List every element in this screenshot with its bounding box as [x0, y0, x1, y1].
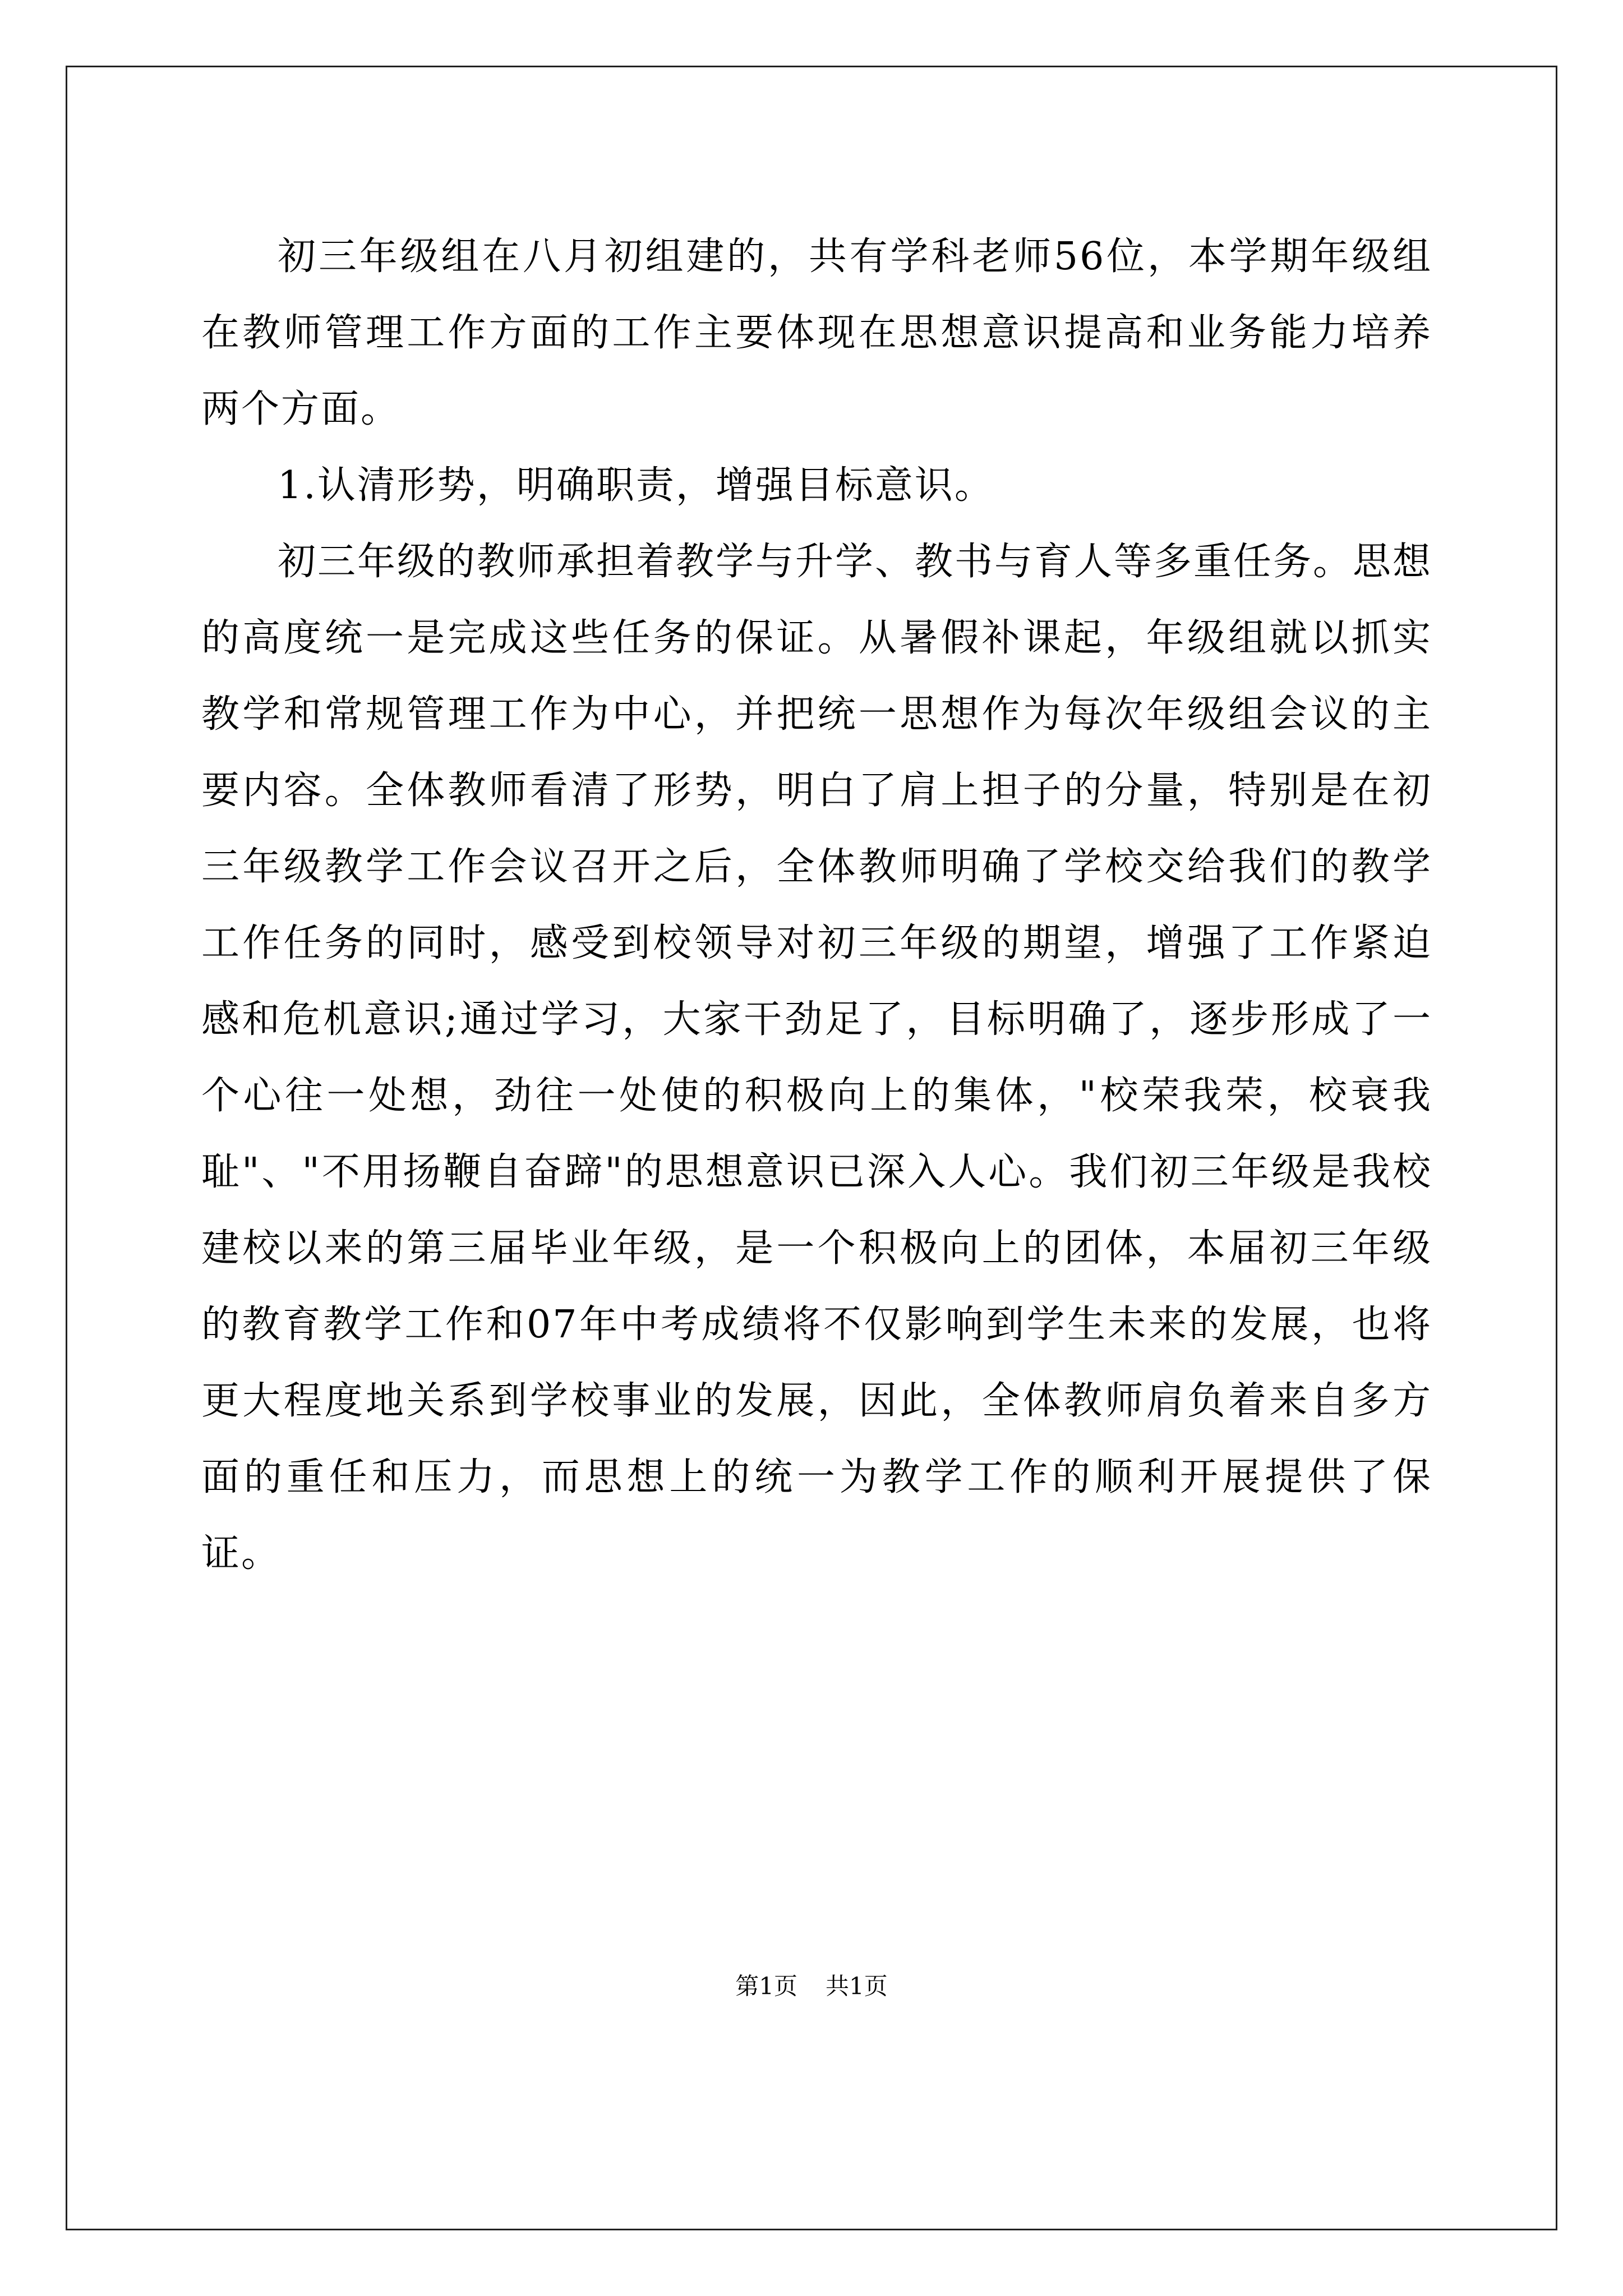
paragraph-heading-1: 1.认清形势，明确职责，增强目标意识。: [278, 463, 994, 508]
page-number-current: 第1页: [735, 1972, 797, 2000]
page-number-total: 共1页: [826, 1972, 888, 2000]
paragraph-intro: 初三年级组在八月初组建的，共有学科老师56位，本学期年级组在教师管理工作方面的工作主要体现在思想意识提高和业务能力培养两个方面。: [201, 234, 1432, 431]
document-body: [201, 219, 1432, 1592]
page-footer: [0, 1968, 1623, 2001]
paragraph-body: 初三年级的教师承担着教学与升学、教书与育人等多重任务。思想的高度统一是完成这些任务的保证。从暑假补课起，年级组就以抓实教学和常规管理工作为中心，并把统一思想作为每次年级组会议的主要内容。全体教师看清了形势，明白了肩上担子的分量，特别是在初三年级教学工作会议召开之后，全体教师明确了学校交给我们的教学工作任务的同时，感受到校领导对初三年级的期望，增强了工作紧迫感和危机意识;通过学习，大家干劲足了，目标明确了，逐步形成了一个心往一处想，劲往一处使的积极向上的集体，"校荣我荣，校衰我耻"、"不用扬鞭自奋蹄"的思想意识已深入人心。我们初三年级是我校建校以来的第三届毕业年级，是一个积极向上的团体，本届初三年级的教育教学工作和07年中考成绩将不仅影响到学生未来的发展，也将更大程度地关系到学校事业的发展，因此，全体教师肩负着来自多方面的重任和压力，而思想上的统一为教学工作的顺利开展提供了保证。: [201, 540, 1433, 1576]
